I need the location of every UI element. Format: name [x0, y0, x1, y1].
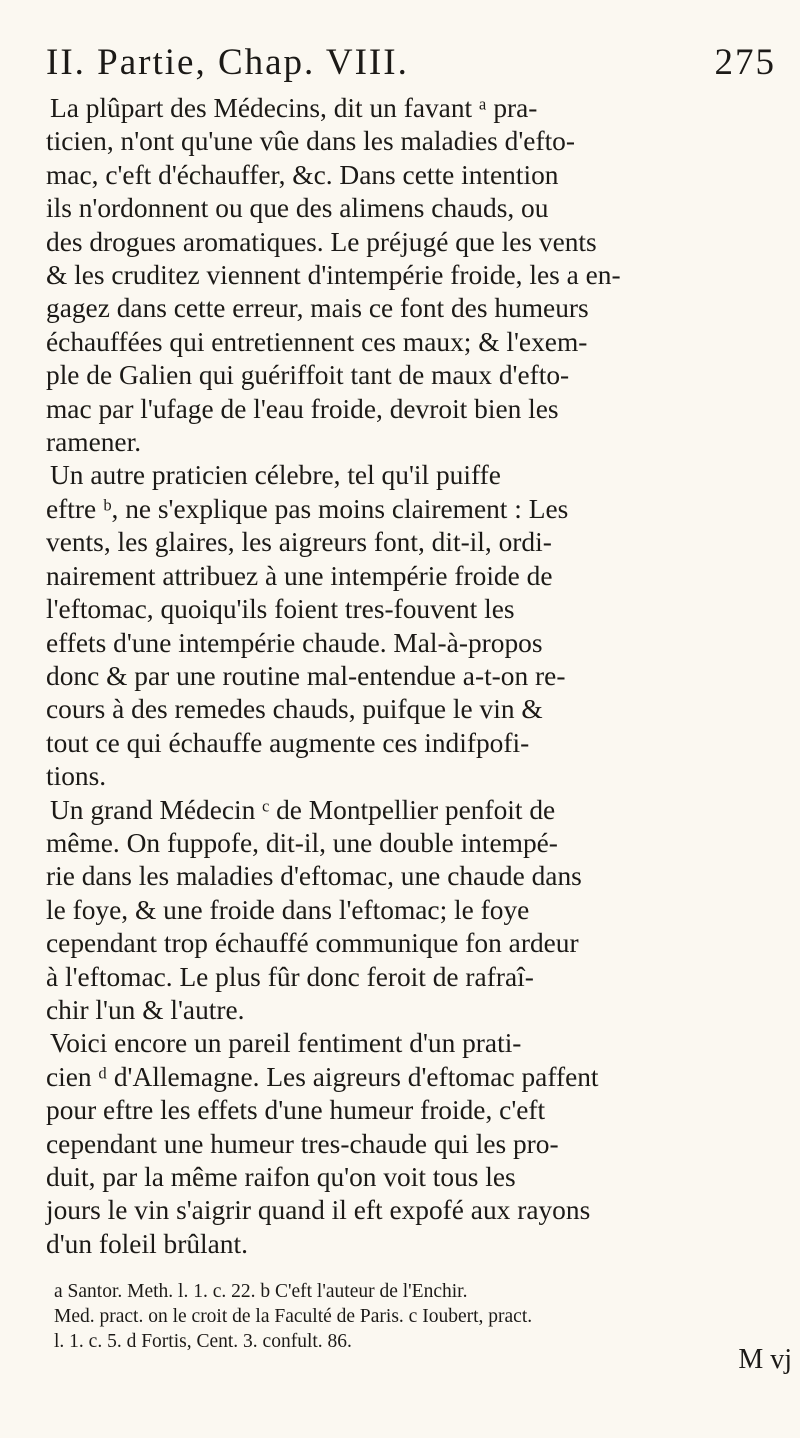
text-line: Voici encore un pareil fentiment d'un prati- — [50, 1028, 522, 1059]
text-line: échauffées qui entretiennent ces maux; & l'exem- — [46, 326, 588, 357]
text-line: cien ᵈ d'Allemagne. Les aigreurs d'eftomac paffent — [46, 1061, 599, 1092]
text-line: le foye, & une froide dans l'eftomac; le foye — [46, 894, 530, 925]
text-line: cours à des remedes chauds, puifque le vin & — [46, 694, 543, 725]
text-line: chir l'un & l'autre. — [46, 994, 245, 1025]
text-line: Un grand Médecin ᶜ de Montpellier penfoit de — [50, 794, 556, 825]
text-line: ple de Galien qui guériffoit tant de maux d'efto- — [46, 360, 570, 391]
text-line: Un autre praticien célebre, tel qu'il puiffe — [50, 460, 501, 491]
running-title: II. Partie, Chap. VIII. — [46, 42, 409, 83]
text-line: donc & par une routine mal-entendue a-t-on re- — [46, 660, 566, 691]
text-line: l'eftomac, quoiqu'ils foient tres-fouvent les — [46, 594, 515, 625]
text-line: ticien, n'ont qu'une vûe dans les maladies d'efto- — [46, 126, 575, 157]
paragraph-2 — [46, 459, 776, 793]
text-line: jours le vin s'aigrir quand il eft expofé aux rayons — [46, 1195, 591, 1226]
footnote-line: a Santor. Meth. l. 1. c. 22. b C'eft l'auteur de l'Enchir. — [54, 1281, 468, 1303]
text-line: mac, c'eft d'échauffer, &c. Dans cette intention — [46, 159, 559, 190]
text-line: des drogues aromatiques. Le préjugé que les vents — [46, 226, 597, 257]
text-line: cependant trop échauffé communique fon ardeur — [46, 928, 579, 959]
text-line: gagez dans cette erreur, mais ce font des humeurs — [46, 293, 589, 324]
page-number: 275 — [714, 42, 776, 83]
book-page — [46, 34, 776, 1354]
text-line: ils n'ordonnent ou que des alimens chauds, ou — [46, 193, 549, 224]
text-line: tout ce qui échauffe augmente ces indifpofi- — [46, 727, 530, 758]
paragraph-1 — [46, 92, 776, 459]
text-line: mac par l'ufage de l'eau froide, devroit bien les — [46, 393, 559, 424]
text-line: vents, les glaires, les aigreurs font, dit-il, ordi- — [46, 527, 552, 558]
text-line: à l'eftomac. Le plus fûr donc feroit de rafraî- — [46, 961, 534, 992]
text-line: eftre ᵇ, ne s'explique pas moins clairement : Les — [46, 493, 569, 524]
footnote-line: l. 1. c. 5. d Fortis, Cent. 3. confult. 86. — [54, 1331, 352, 1353]
text-line: tions. — [46, 761, 107, 792]
paragraph-4 — [46, 1027, 776, 1261]
text-line: & les cruditez viennent d'intempérie froide, les a en- — [46, 260, 621, 291]
text-line: même. On fuppofe, dit-il, une double intempé- — [46, 827, 558, 858]
paragraph-3 — [46, 794, 776, 1028]
text-line: duit, par la même raifon qu'on voit tous les — [46, 1162, 516, 1192]
text-line: ramener. — [46, 427, 142, 458]
text-line: rie dans les maladies d'eftomac, une chaude dans — [46, 861, 582, 892]
text-line: d'un foleil brûlant. — [46, 1228, 248, 1259]
text-line: pour eftre les effets d'une humeur froide, c'eft — [46, 1095, 546, 1126]
text-line: La plûpart des Médecins, dit un favant ᵃ pra- — [50, 93, 538, 123]
text-line: nairement attribuez à une intempérie froide de — [46, 560, 553, 591]
main-text — [46, 92, 776, 1261]
signature-mark: M vj — [738, 1344, 792, 1375]
running-header — [46, 34, 776, 92]
text-line: cependant une humeur tres-chaude qui les pro- — [46, 1128, 559, 1159]
text-line: effets d'une intempérie chaude. Mal-à-propos — [46, 627, 543, 658]
footnotes — [46, 1279, 776, 1354]
footnote-line: Med. pract. on le croit de la Faculté de Paris. c Ioubert, pract. — [54, 1306, 533, 1328]
